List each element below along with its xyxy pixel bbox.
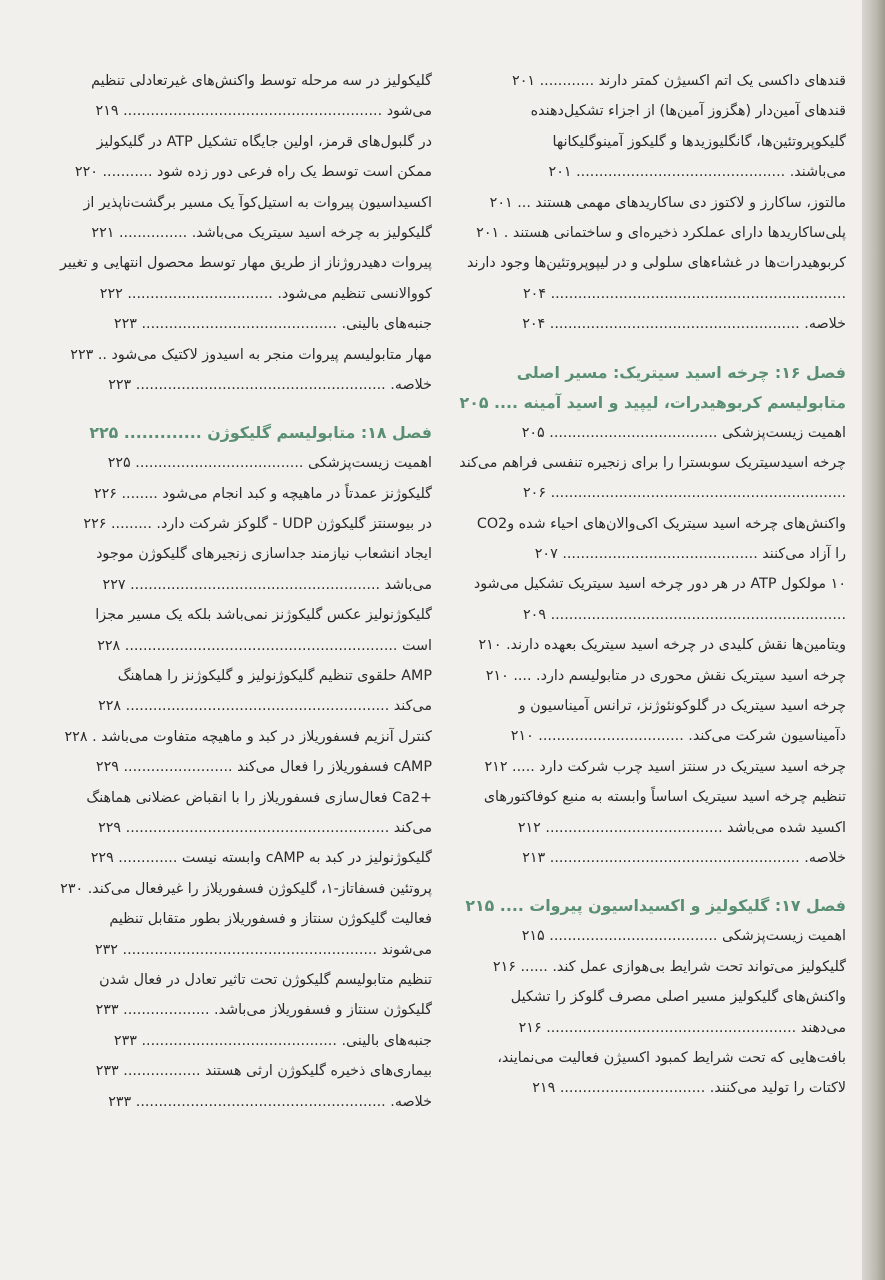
toc-entry: می‌شود ......................................................... ۲۱۹ — [95, 103, 432, 120]
toc-entry: کنترل آنزیم فسفوریلاز در کبد و ماهیچه متفاوت می‌باشد . ۲۲۸ — [64, 728, 432, 745]
toc-entry: فعالیت گلیکوژن سنتاز و فسفوریلاز بطور متقابل تنظیم — [109, 911, 432, 928]
toc-entry: مالتوز، ساکارز و لاکتوز دی ساکاریدهای مهمی هستند ... ۲۰۱ — [489, 194, 846, 211]
toc-entry: پلی‌ساکاریدها دارای عملکرد ذخیره‌ای و ساختمانی هستند . ۲۰۱ — [476, 224, 846, 241]
next-page-edge — [862, 0, 885, 1280]
toc-entry: می‌باشند. .............................................. ۲۰۱ — [548, 164, 846, 181]
chapter-heading: فصل ۱۸: متابولیسم گلیکوژن ............. ۲۲۵ — [89, 423, 432, 443]
toc-entry: قندهای آمین‌دار (هگزوز آمین‌ها) از اجزاء تشکیل‌دهنده — [530, 103, 846, 120]
toc-left-column — [36, 66, 432, 1117]
toc-entry: مهار متابولیسم پیروات منجر به اسیدوز لاکتیک می‌شود .. ۲۲۳ — [70, 346, 432, 363]
toc-entry: چرخه اسیدسیتریک سوبسترا را برای زنجیره تنفسی فراهم می‌کند — [459, 454, 846, 471]
toc-entry: می‌دهند ....................................................... ۲۱۶ — [518, 1019, 846, 1036]
toc-entry: کووالانسی تنظیم می‌شود. ................................ ۲۲۲ — [99, 285, 432, 302]
chapter-heading: متابولیسم کربوهیدرات، لیپید و اسید آمینه .... ۲۰۵ — [459, 392, 846, 412]
toc-entry: اهمیت زیست‌پزشکی ..................................... ۲۱۵ — [521, 928, 846, 945]
toc-entry: می‌کند .......................................................... ۲۲۹ — [98, 819, 432, 836]
toc-entry: در گلبول‌های قرمز، اولین جایگاه تشکیل ATP در گلیکولیز — [96, 133, 432, 150]
toc-entry: در بیوسنتز گلیکوژن UDP - گلوکز شرکت دارد. ......... ۲۲۶ — [83, 516, 432, 533]
toc-entry: چرخه اسید سیتریک در سنتز اسید چرب شرکت دارد ..... ۲۱۲ — [484, 758, 846, 775]
toc-entry: AMP حلقوی تنظیم گلیکوژنولیز و گلیکوژنز را هماهنگ — [117, 668, 432, 685]
toc-entry: می‌شوند ........................................................ ۲۳۲ — [94, 941, 432, 958]
toc-entry: cAMP فسفوریلاز را فعال می‌کند ........................ ۲۲۹ — [95, 759, 432, 776]
toc-entry: چرخه اسید سیتریک نقش محوری در متابولیسم دارد. .... ۲۱۰ — [485, 667, 846, 684]
toc-entry: قندهای داکسی یک اتم اکسیژن کمتر دارند ............ ۲۰۱ — [512, 73, 846, 89]
section-gap — [454, 340, 846, 358]
toc-entry: ایجاد انشعاب نیازمند جداسازی زنجیرهای گلیکوژن موجود — [96, 546, 432, 563]
toc-entry: تنظیم چرخه اسید سیتریک اساساً وابسته به منبع کوفاکتورهای — [483, 789, 846, 806]
toc-entry: دآمیناسیون شرکت می‌کند. ................................ ۲۱۰ — [510, 728, 846, 745]
toc-entry: تنظیم متابولیسم گلیکوژن تحت تاثیر تعادل در فعال شدن — [99, 971, 432, 988]
toc-entry: می‌باشد ....................................................... ۲۲۷ — [102, 576, 432, 593]
section-gap — [36, 400, 432, 418]
section-gap — [454, 873, 846, 891]
toc-entry: اکسید شده می‌باشد ....................................... ۲۱۲ — [517, 819, 846, 836]
chapter-heading: فصل ۱۶: چرخه اسید سیتریک: مسیر اصلی — [516, 362, 846, 382]
toc-entry: بافت‌هایی که تحت شرایط کمبود اکسیژن فعالیت می‌نمایند، — [497, 1049, 846, 1066]
toc-entry: گلیکولیز به چرخه اسید سیتریک می‌باشد. ............... ۲۲۱ — [91, 224, 432, 241]
toc-entry: خلاصه. ....................................................... ۲۳۳ — [108, 1093, 432, 1110]
toc-entry: خلاصه. ....................................................... ۲۰۴ — [522, 316, 846, 333]
chapter-heading: فصل ۱۷: گلیکولیز و اکسیداسیون پیروات .... ۲۱۵ — [465, 896, 846, 916]
toc-entry: گلیکولیز می‌تواند تحت شرایط بی‌هوازی عمل کند. ...... ۲۱۶ — [492, 958, 846, 975]
toc-entry: است ............................................................ ۲۲۸ — [97, 637, 432, 654]
toc-entry: گلیکوژنز عمدتاً در ماهیچه و کبد انجام می‌شود ........ ۲۲۶ — [93, 485, 432, 502]
toc-entry: واکنش‌های چرخه اسید سیتریک اکی‌والان‌های احیاء شده وCO2 — [476, 515, 846, 532]
toc-entry: پیروات دهیدروژناز از طریق مهار توسط محصول انتهایی و تغییر — [59, 255, 432, 272]
toc-entry: ................................................................. ۲۰۶ — [523, 485, 846, 502]
toc-entry: خلاصه. ....................................................... ۲۲۳ — [108, 376, 432, 393]
toc-entry: خلاصه. ....................................................... ۲۱۳ — [522, 849, 846, 866]
toc-entry: +Ca2 فعال‌سازی فسفوریلاز را با انقباض عضلانی هماهنگ — [86, 789, 432, 806]
toc-entry: بیماری‌های ذخیره گلیکوژن ارثی هستند ................. ۲۳۳ — [95, 1063, 432, 1080]
toc-entry: گلیکوژنولیز در کبد به cAMP وابسته نیست ............. ۲۲۹ — [90, 850, 432, 867]
toc-entry: پروتئین فسفاتاز-۱، گلیکوژن فسفوریلاز را غیرفعال می‌کند. ۲۳۰ — [60, 880, 432, 897]
toc-entry: ۱۰ مولکول ATP در هر دور چرخه اسید سیتریک تشکیل می‌شود — [473, 576, 846, 593]
toc-entry: گلیکوپروتئین‌ها، گانگلیوزیدها و گلیکوز آمینوگلیکانها — [552, 133, 846, 150]
toc-entry: گلیکولیز در سه مرحله توسط واکنش‌های غیرتعادلی تنظیم — [91, 73, 432, 89]
toc-entry: جنبه‌های بالینی. ........................................... ۲۲۳ — [113, 316, 432, 333]
toc-entry: جنبه‌های بالینی. ........................................... ۲۳۳ — [113, 1032, 432, 1049]
toc-entry: ................................................................. ۲۰۹ — [523, 606, 846, 623]
toc-entry: ویتامین‌ها نقش کلیدی در چرخه اسید سیتریک بعهده دارند. ۲۱۰ — [478, 637, 846, 654]
toc-entry: را آزاد می‌کنند ........................................... ۲۰۷ — [534, 546, 846, 563]
toc-entry: می‌کند .......................................................... ۲۲۸ — [98, 698, 432, 715]
toc-entry: چرخه اسید سیتریک در گلوکونئوژنز، ترانس آمیناسیون و — [518, 698, 846, 715]
toc-entry: ممکن است توسط یک راه فرعی دور زده شود ........... ۲۲۰ — [74, 164, 432, 181]
toc-entry: گلیکوژن سنتاز و فسفوریلاز می‌باشد. ................... ۲۳۳ — [95, 1002, 432, 1019]
toc-entry: لاکتات را تولید می‌کنند. ................................ ۲۱۹ — [532, 1080, 846, 1097]
toc-entry: اهمیت زیست‌پزشکی ..................................... ۲۰۵ — [521, 424, 846, 441]
toc-entry: ................................................................. ۲۰۴ — [523, 285, 846, 302]
toc-entry: گلیکوژنولیز عکس گلیکوژنز نمی‌باشد بلکه یک مسیر مجزا — [95, 607, 432, 624]
toc-entry: اکسیداسیون پیروات به استیل‌کوآ یک مسیر برگشت‌ناپذیر از — [83, 194, 432, 211]
toc-right-column — [454, 66, 846, 1104]
toc-entry: کربوهیدرات‌ها در غشاءهای سلولی و در لیپوپروتئین‌ها وجود دارند — [467, 255, 846, 272]
toc-entry: واکنش‌های گلیکولیز مسیر اصلی مصرف گلوکز را تشکیل — [510, 989, 846, 1006]
toc-entry: اهمیت زیست‌پزشکی ..................................... ۲۲۵ — [107, 455, 432, 472]
